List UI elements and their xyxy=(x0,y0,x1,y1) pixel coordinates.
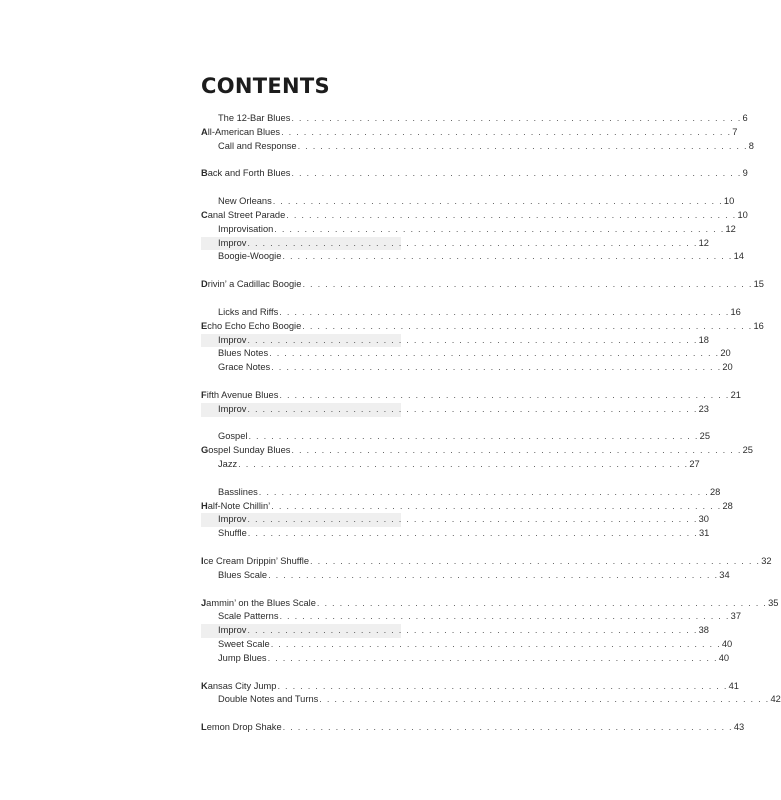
dot-leader: . . . . . . . . . . . . . . . . . . . . . . . . . . . . . . . . . . . . . . . . . . . . . . . . . . . . . . . . . . . . xyxy=(267,652,718,663)
toc-page-number: 28 xyxy=(709,486,721,497)
toc-entry-initial: B xyxy=(201,168,208,179)
section-spacer xyxy=(201,181,389,195)
dot-leader: . . . . . . . . . . . . . . . . . . . . . . . . . . . . . . . . . . . . . . . . . . . . . . . . . . . . . . . . . . . . xyxy=(271,362,722,373)
toc-entry-line xyxy=(201,597,779,611)
toc-page-number: 25 xyxy=(699,431,710,442)
toc-entry-title xyxy=(201,680,276,694)
toc-entry-initial: C xyxy=(201,209,208,220)
toc-entry-text: Scale Patterns xyxy=(218,611,279,622)
dot-leader: . . . . . . . . . . . . . . . . . . . . . . . . . . . . . . . . . . . . . . . . . . . . . . . . . . . . . . . . . . . . xyxy=(302,320,753,331)
dot-leader: . . . . . . . . . . . . . . . . . . . . . . . . . . . . . . . . . . . . . . . . . . . . . . . . . . . . . . . . . . . . xyxy=(248,431,699,442)
dot-leader: . . . . . . . . . . . . . . . . . . . . . . . . . . . . . . . . . . . . . . . . . . . . . . . . . . . . . . . . . . . . xyxy=(302,279,753,290)
dot-leader: . . . . . . . . . . . . . . . . . . . . . . . . . . . . . . . . . . . . . . . . . . . . . . . . . . . . . . . . . . . . xyxy=(282,251,733,262)
toc-entry-text: emon Drop Shake xyxy=(206,722,282,733)
toc-entry-title xyxy=(201,112,290,126)
toc-page-number: 27 xyxy=(689,459,700,470)
toc-entry[interactable] xyxy=(201,500,733,514)
toc-page-number: 12 xyxy=(725,223,736,234)
toc-entry-line xyxy=(201,680,739,694)
toc-page-number: 16 xyxy=(730,306,741,317)
toc-entry-line xyxy=(201,513,709,527)
toc-entry-line xyxy=(201,444,753,458)
section-spacer xyxy=(201,154,389,168)
toc-entry[interactable] xyxy=(201,444,753,458)
dot-leader: . . . . . . . . . . . . . . . . . . . . . . . . . . . . . . . . . . . . . . . . . . . . . . . . . . . . . . . . . . . . xyxy=(319,694,770,705)
toc-entry-title xyxy=(201,624,246,638)
section-spacer xyxy=(201,292,389,306)
toc-entry-text: Improv xyxy=(218,514,247,525)
toc-entry-title xyxy=(201,237,246,251)
dot-leader: . . . . . . . . . . . . . . . . . . . . . . . . . . . . . . . . . . . . . . . . . . . . . . . . . . . . . . . . . . . . xyxy=(297,140,748,151)
toc-entry-text: Sweet Scale xyxy=(218,639,270,650)
toc-entry-initial: H xyxy=(201,500,208,511)
toc-page-number: 35 xyxy=(768,597,779,608)
section-spacer xyxy=(201,666,389,680)
toc-entry-title xyxy=(201,652,267,666)
toc-page-number: 8 xyxy=(748,140,754,151)
toc-subentry[interactable] xyxy=(201,693,781,707)
toc-subentry[interactable] xyxy=(201,306,741,320)
toc-entry-title xyxy=(201,347,268,361)
toc-entry-line xyxy=(201,403,709,417)
toc-entry-title xyxy=(201,569,267,583)
toc-entry-title xyxy=(201,527,247,541)
toc-entry[interactable] xyxy=(201,278,764,292)
dot-leader: . . . . . . . . . . . . . . . . . . . . . . . . . . . . . . . . . . . . . . . . . . . . . . . . . . . . . . . . . . . . xyxy=(281,126,732,137)
toc-subentry[interactable] xyxy=(201,486,721,500)
toc-page-number: 21 xyxy=(730,389,741,400)
toc-entry-title xyxy=(201,610,278,624)
toc-entry-text: anal Street Parade xyxy=(207,209,286,220)
toc-entry-title xyxy=(201,320,301,334)
dot-leader: . . . . . . . . . . . . . . . . . . . . . . . . . . . . . . . . . . . . . . . . . . . . . . . . . . . . . . . . . . . . xyxy=(247,237,698,248)
toc-page-number: 20 xyxy=(720,348,731,359)
toc-subentry[interactable] xyxy=(201,527,710,541)
toc-entry-line xyxy=(201,624,709,638)
section-spacer xyxy=(201,417,389,431)
dot-leader: . . . . . . . . . . . . . . . . . . . . . . . . . . . . . . . . . . . . . . . . . . . . . . . . . . . . . . . . . . . . xyxy=(291,445,742,456)
toc-subentry[interactable] xyxy=(201,610,741,624)
toc-entry[interactable] xyxy=(201,680,739,694)
toc-entry-title xyxy=(201,126,280,140)
toc-page-number: 43 xyxy=(733,722,745,733)
toc-entry-line xyxy=(201,209,748,223)
toc-entry-initial: A xyxy=(201,126,208,137)
dot-leader: . . . . . . . . . . . . . . . . . . . . . . . . . . . . . . . . . . . . . . . . . . . . . . . . . . . . . . . . . . . . xyxy=(258,486,709,497)
toc-page-number: 9 xyxy=(742,168,748,179)
dot-leader: . . . . . . . . . . . . . . . . . . . . . . . . . . . . . . . . . . . . . . . . . . . . . . . . . . . . . . . . . . . . xyxy=(247,514,698,525)
toc-page-number: 10 xyxy=(737,209,748,220)
toc-entry-text: Improv xyxy=(218,403,247,414)
toc-page-number: 32 xyxy=(761,556,772,566)
section-spacer xyxy=(201,264,389,278)
toc-entry-line xyxy=(201,389,741,403)
toc-entry-title xyxy=(201,513,246,527)
dot-leader: . . . . . . . . . . . . . . . . . . . . . . . . . . . . . . . . . . . . . . . . . . . . . . . . . . . . . . . . . . . . xyxy=(271,500,722,511)
toc-entry-line xyxy=(201,361,733,375)
toc-page-number: 37 xyxy=(730,611,741,622)
toc-entry-text: rivin’ a Cadillac Boogie xyxy=(207,279,302,290)
toc-entry-title xyxy=(201,140,297,154)
toc-entry[interactable] xyxy=(201,126,738,140)
toc-entry[interactable] xyxy=(201,721,745,735)
section-spacer xyxy=(201,707,389,721)
toc-subentry[interactable] xyxy=(201,361,733,375)
dot-leader: . . . . . . . . . . . . . . . . . . . . . . . . . . . . . . . . . . . . . . . . . . . . . . . . . . . . . . . . . . . . xyxy=(279,389,730,400)
toc-entry-title xyxy=(201,486,258,500)
toc-page-number: 18 xyxy=(698,334,709,345)
page-title: CONTENTS xyxy=(201,74,330,98)
toc-entry-line xyxy=(201,306,741,320)
toc-entry-line xyxy=(201,112,748,126)
toc-page-number: 23 xyxy=(698,403,709,414)
toc-entry-text: Blues Scale xyxy=(218,569,268,580)
toc-entry[interactable] xyxy=(201,320,764,334)
toc-entry-line xyxy=(201,652,730,666)
toc-entry[interactable] xyxy=(201,555,772,569)
toc-entry-initial: F xyxy=(201,389,207,400)
dot-leader: . . . . . . . . . . . . . . . . . . . . . . . . . . . . . . . . . . . . . . . . . . . . . . . . . . . . . . . . . . . . xyxy=(282,722,733,733)
dot-leader: . . . . . . . . . . . . . . . . . . . . . . . . . . . . . . . . . . . . . . . . . . . . . . . . . . . . . . . . . . . . xyxy=(279,611,730,622)
toc-page-number: 34 xyxy=(719,569,730,580)
toc-entry-title xyxy=(201,306,278,320)
toc-page-number: 30 xyxy=(698,514,709,525)
toc-entry-line xyxy=(201,250,744,264)
toc-entry-title xyxy=(201,167,290,181)
table-of-contents xyxy=(201,112,781,735)
toc-entry-text: ll-American Blues xyxy=(207,126,281,137)
toc-page-number: 28 xyxy=(722,500,733,511)
toc-entry-text: New Orleans xyxy=(218,196,272,207)
toc-entry-line xyxy=(201,195,735,209)
dot-leader: . . . . . . . . . . . . . . . . . . . . . . . . . . . . . . . . . . . . . . . . . . . . . . . . . . . . . . . . . . . . xyxy=(247,625,698,636)
toc-subentry[interactable] xyxy=(201,569,730,583)
dot-leader: . . . . . . . . . . . . . . . . . . . . . . . . . . . . . . . . . . . . . . . . . . . . . . . . . . . . . . . . . . . . xyxy=(274,223,725,234)
toc-entry-line xyxy=(201,126,738,140)
toc-subentry[interactable] xyxy=(201,652,730,666)
toc-entry-line xyxy=(201,140,754,154)
toc-entry-title xyxy=(201,278,301,292)
toc-entry-text: Licks and Riffs xyxy=(218,306,279,317)
toc-page-number: 7 xyxy=(732,126,738,137)
toc-entry-initial: K xyxy=(201,680,208,691)
toc-entry-title xyxy=(201,209,285,223)
dot-leader: . . . . . . . . . . . . . . . . . . . . . . . . . . . . . . . . . . . . . . . . . . . . . . . . . . . . . . . . . . . . xyxy=(247,403,698,414)
toc-entry-line xyxy=(201,638,733,652)
toc-entry-text: ce Cream Drippin’ Shuffle xyxy=(203,556,310,566)
section-spacer xyxy=(201,541,389,555)
toc-page-number: 41 xyxy=(728,680,739,691)
dot-leader: . . . . . . . . . . . . . . . . . . . . . . . . . . . . . . . . . . . . . . . . . . . . . . . . . . . . . . . . . . . . xyxy=(286,209,737,220)
toc-entry-line xyxy=(201,569,730,583)
toc-entry-text: Gospel xyxy=(218,431,248,442)
toc-entry-title xyxy=(201,430,247,444)
toc-entry-line xyxy=(201,223,736,237)
toc-page-number: 20 xyxy=(722,362,733,373)
toc-entry-title xyxy=(201,195,272,209)
section-spacer xyxy=(201,472,389,486)
dot-leader: . . . . . . . . . . . . . . . . . . . . . . . . . . . . . . . . . . . . . . . . . . . . . . . . . . . . . . . . . . . . xyxy=(270,639,721,650)
toc-entry-text: ospel Sunday Blues xyxy=(208,445,291,456)
toc-entry-title xyxy=(201,693,318,707)
toc-entry-line xyxy=(201,555,772,569)
toc-entry-text: Jazz xyxy=(218,459,238,470)
toc-entry[interactable] xyxy=(201,597,779,611)
toc-subentry[interactable] xyxy=(201,458,700,472)
toc-entry-line xyxy=(201,527,710,541)
toc-entry-line xyxy=(201,693,781,707)
toc-page-number: 38 xyxy=(698,625,709,636)
toc-page-number: 6 xyxy=(742,113,748,123)
toc-entry-title xyxy=(201,250,281,264)
dot-leader: . . . . . . . . . . . . . . . . . . . . . . . . . . . . . . . . . . . . . . . . . . . . . . . . . . . . . . . . . . . . xyxy=(268,569,719,580)
toc-subentry[interactable] xyxy=(201,638,733,652)
section-spacer xyxy=(201,583,389,597)
toc-entry-title xyxy=(201,458,237,472)
toc-entry-initial: D xyxy=(201,279,208,290)
toc-subentry[interactable] xyxy=(201,347,731,361)
toc-entry-title xyxy=(201,444,290,458)
toc-entry-line xyxy=(201,320,764,334)
toc-entry-text: Jump Blues xyxy=(218,652,267,663)
toc-subentry[interactable] xyxy=(201,140,754,154)
toc-entry-text: Improv xyxy=(218,334,247,345)
toc-page-number: 40 xyxy=(718,652,730,663)
toc-entry-title xyxy=(201,389,278,403)
toc-subentry[interactable] xyxy=(201,430,710,444)
toc-subentry[interactable] xyxy=(201,624,709,638)
toc-entry-text: ansas City Jump xyxy=(207,680,277,691)
toc-subentry[interactable] xyxy=(201,403,709,417)
dot-leader: . . . . . . . . . . . . . . . . . . . . . . . . . . . . . . . . . . . . . . . . . . . . . . . . . . . . . . . . . . . . xyxy=(279,306,730,317)
dot-leader: . . . . . . . . . . . . . . . . . . . . . . . . . . . . . . . . . . . . . . . . . . . . . . . . . . . . . . . . . . . . xyxy=(272,196,723,207)
toc-entry-text: ifth Avenue Blues xyxy=(206,389,279,400)
dot-leader: . . . . . . . . . . . . . . . . . . . . . . . . . . . . . . . . . . . . . . . . . . . . . . . . . . . . . . . . . . . . xyxy=(277,680,728,691)
toc-entry-initial: I xyxy=(201,556,204,566)
toc-entry-title xyxy=(201,597,316,611)
toc-entry-title xyxy=(201,721,282,735)
toc-subentry[interactable] xyxy=(201,513,709,527)
toc-entry-text: Grace Notes xyxy=(218,362,271,373)
dot-leader: . . . . . . . . . . . . . . . . . . . . . . . . . . . . . . . . . . . . . . . . . . . . . . . . . . . . . . . . . . . . xyxy=(238,459,689,470)
toc-page-number: 25 xyxy=(742,445,753,456)
toc-page-number: 15 xyxy=(753,279,764,290)
toc-entry-line xyxy=(201,347,731,361)
toc-entry-initial: L xyxy=(201,722,207,733)
toc-subentry[interactable] xyxy=(201,112,748,126)
toc-entry[interactable] xyxy=(201,167,748,181)
toc-entry-text: Improvisation xyxy=(218,223,274,234)
toc-page-number: 10 xyxy=(723,196,735,207)
toc-entry-text: Call and Response xyxy=(218,140,297,151)
toc-page-number: 12 xyxy=(698,237,709,248)
toc-entry-line xyxy=(201,237,709,251)
toc-entry-title xyxy=(201,638,270,652)
toc-entry-title xyxy=(201,500,270,514)
toc-entry-text: The 12-Bar Blues xyxy=(218,113,291,123)
toc-entry-title xyxy=(201,555,309,569)
toc-entry-line xyxy=(201,486,721,500)
toc-entry-title xyxy=(201,403,246,417)
toc-entry-title xyxy=(201,361,270,375)
toc-entry-line xyxy=(201,430,710,444)
toc-subentry[interactable] xyxy=(201,237,709,251)
toc-entry-line xyxy=(201,278,764,292)
dot-leader: . . . . . . . . . . . . . . . . . . . . . . . . . . . . . . . . . . . . . . . . . . . . . . . . . . . . . . . . . . . . xyxy=(291,168,742,179)
dot-leader: . . . . . . . . . . . . . . . . . . . . . . . . . . . . . . . . . . . . . . . . . . . . . . . . . . . . . . . . . . . . xyxy=(247,528,698,539)
dot-leader: . . . . . . . . . . . . . . . . . . . . . . . . . . . . . . . . . . . . . . . . . . . . . . . . . . . . . . . . . . . . xyxy=(310,556,761,566)
toc-entry-line xyxy=(201,610,741,624)
toc-entry-title xyxy=(201,223,273,237)
toc-entry-initial: G xyxy=(201,445,209,456)
toc-entry-text: ack and Forth Blues xyxy=(207,168,291,179)
toc-page-number: 14 xyxy=(733,251,744,262)
toc-entry-text: Double Notes and Turns xyxy=(218,694,319,705)
toc-entry-line xyxy=(201,167,748,181)
dot-leader: . . . . . . . . . . . . . . . . . . . . . . . . . . . . . . . . . . . . . . . . . . . . . . . . . . . . . . . . . . . . xyxy=(269,348,720,359)
dot-leader: . . . . . . . . . . . . . . . . . . . . . . . . . . . . . . . . . . . . . . . . . . . . . . . . . . . . . . . . . . . . xyxy=(291,113,742,123)
toc-entry-text: cho Echo Echo Boogie xyxy=(207,320,302,331)
section-spacer xyxy=(201,375,389,389)
toc-entry-text: Improv xyxy=(218,625,247,636)
toc-subentry[interactable] xyxy=(201,250,744,264)
toc-page-number: 40 xyxy=(721,639,733,650)
dot-leader: . . . . . . . . . . . . . . . . . . . . . . . . . . . . . . . . . . . . . . . . . . . . . . . . . . . . . . . . . . . . xyxy=(247,334,698,345)
toc-page-number: 16 xyxy=(753,320,764,331)
toc-entry-text: Basslines xyxy=(218,486,258,497)
toc-entry-line xyxy=(201,458,700,472)
toc-subentry[interactable] xyxy=(201,223,736,237)
toc-entry-initial: E xyxy=(201,320,208,331)
toc-subentry[interactable] xyxy=(201,195,735,209)
dot-leader: . . . . . . . . . . . . . . . . . . . . . . . . . . . . . . . . . . . . . . . . . . . . . . . . . . . . . . . . . . . . xyxy=(316,597,768,608)
toc-entry-text: Blues Notes xyxy=(218,348,269,359)
toc-entry-text: alf-Note Chillin’ xyxy=(207,500,271,511)
toc-entry-text: ammin’ on the Blues Scale xyxy=(206,597,316,608)
toc-page-number: 42 xyxy=(770,694,781,705)
toc-page-number: 31 xyxy=(698,528,710,539)
toc-entry-initial: J xyxy=(201,597,207,608)
toc-entry-text: Improv xyxy=(218,237,247,248)
toc-entry-line xyxy=(201,334,709,348)
toc-entry-title xyxy=(201,334,246,348)
toc-entry-text: Boogie-Woogie xyxy=(218,251,282,262)
toc-entry-line xyxy=(201,500,733,514)
toc-entry-line xyxy=(201,721,745,735)
toc-entry[interactable] xyxy=(201,389,741,403)
toc-entry[interactable] xyxy=(201,209,748,223)
toc-subentry[interactable] xyxy=(201,334,709,348)
toc-entry-text: Shuffle xyxy=(218,528,247,539)
